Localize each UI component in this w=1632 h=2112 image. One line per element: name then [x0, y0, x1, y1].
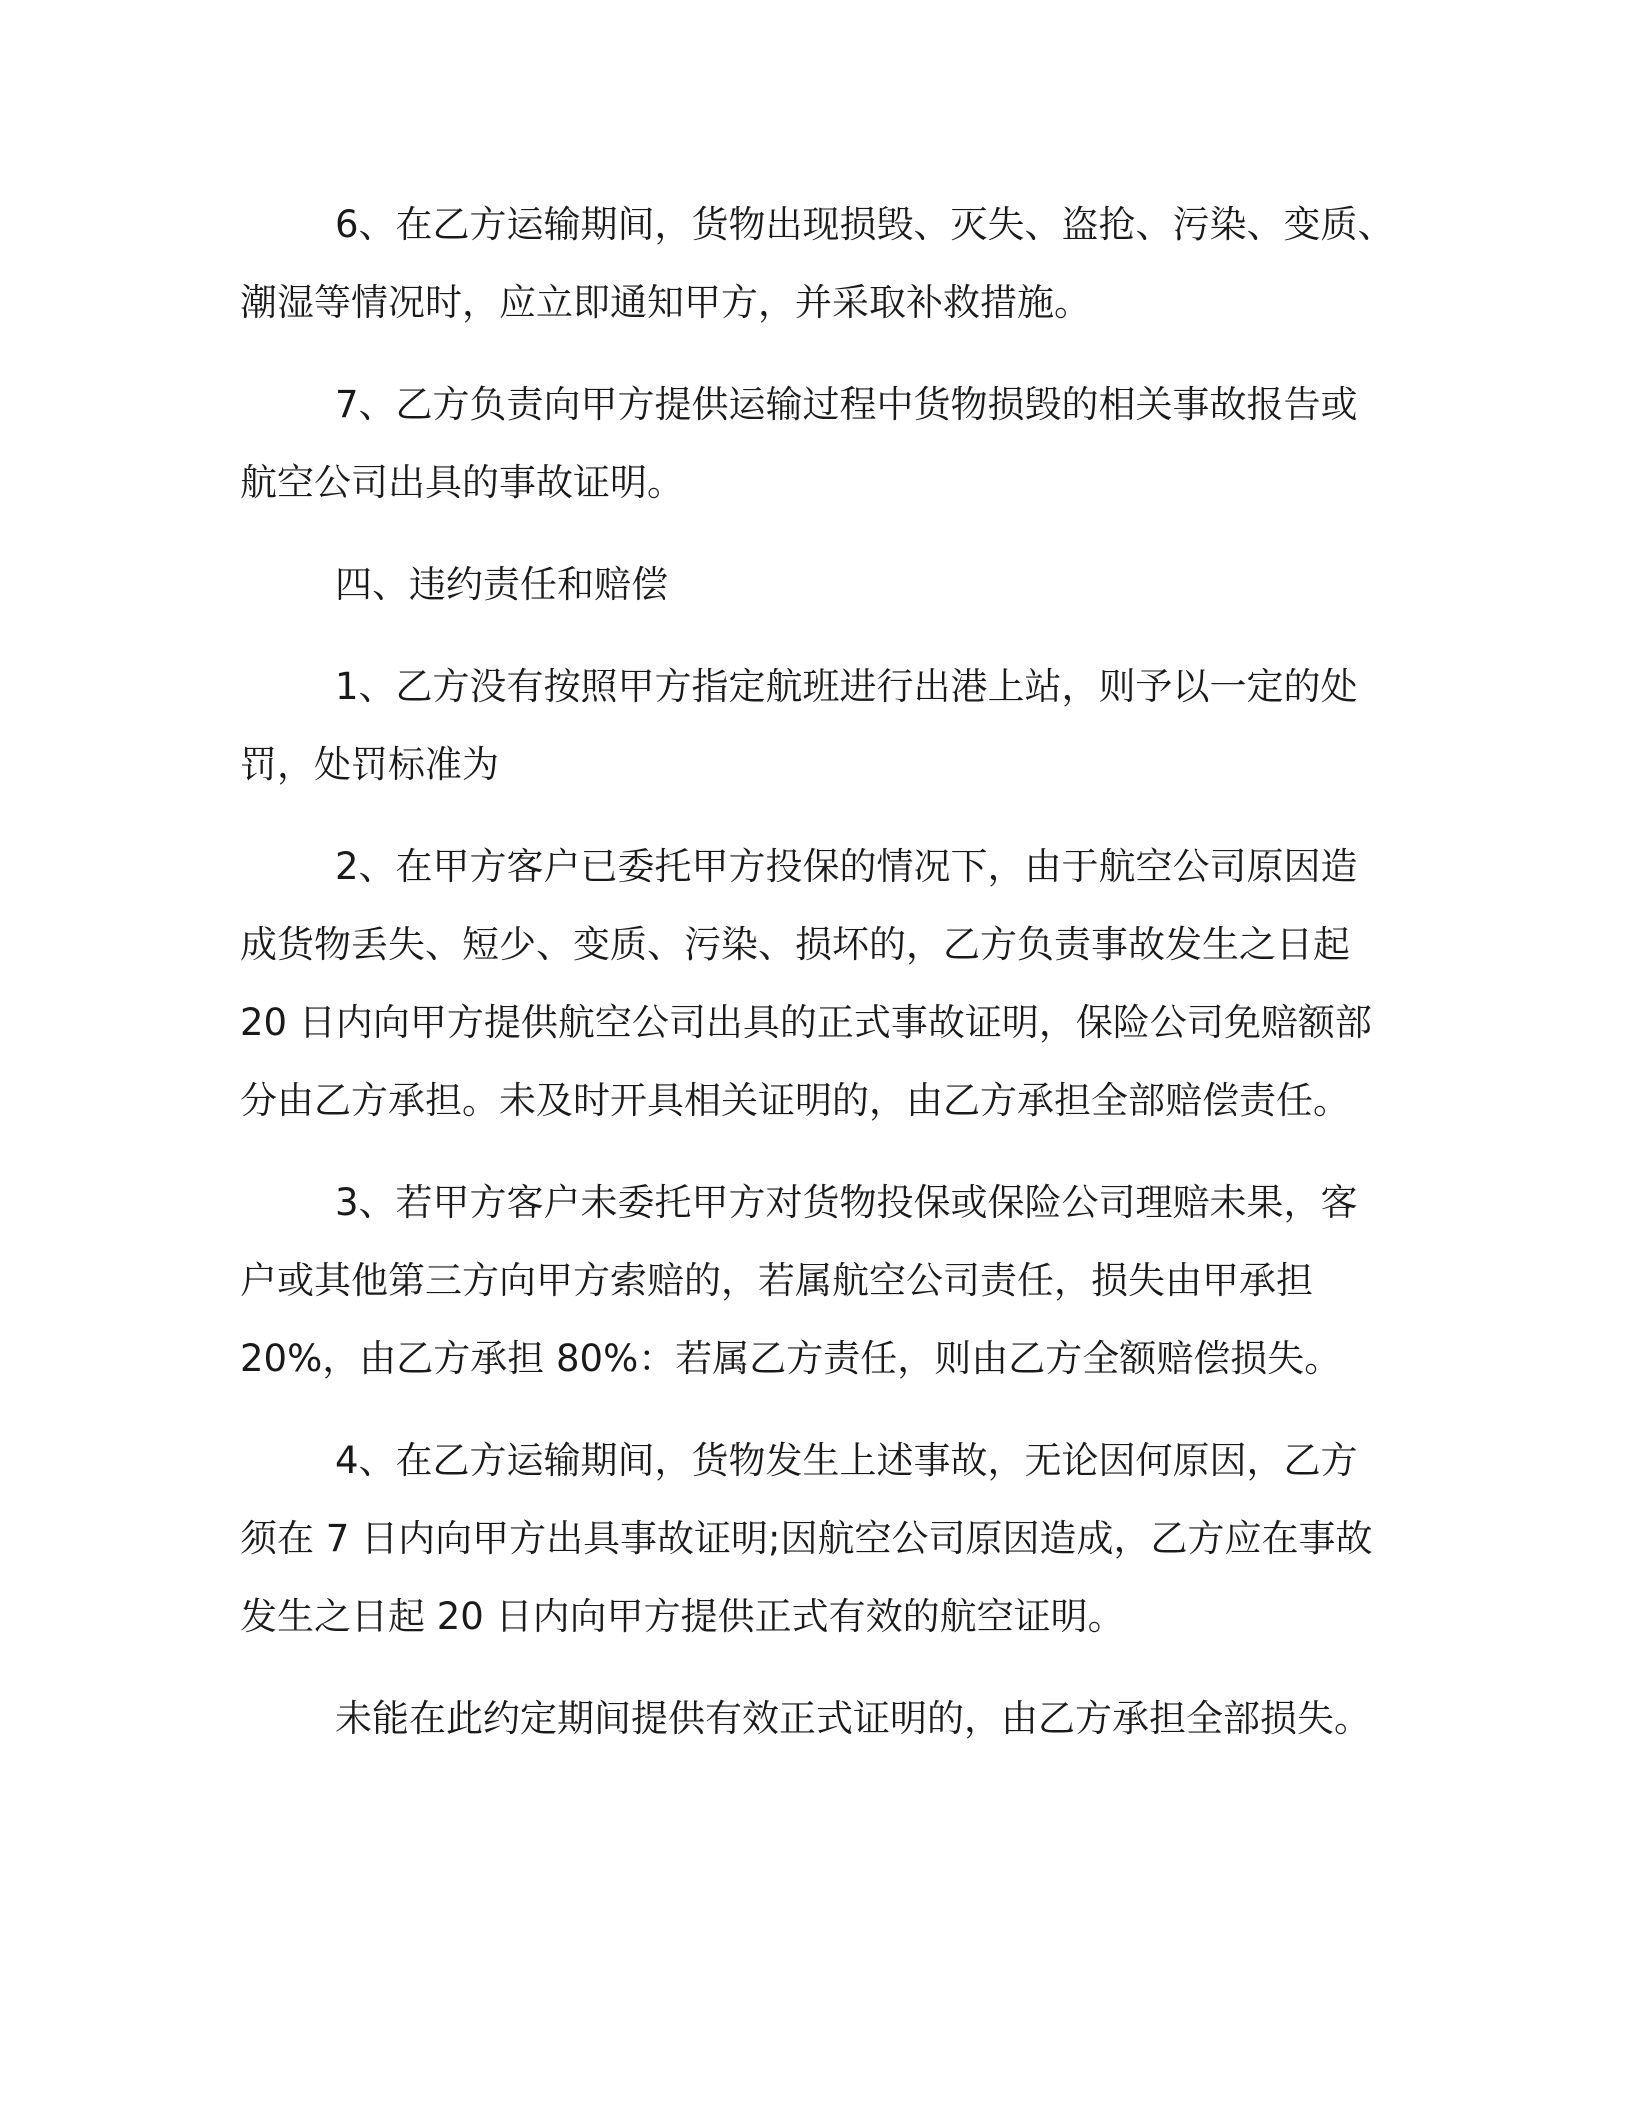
penalty-clause-2: [240, 828, 1390, 1140]
penalty-clause-1: [240, 648, 1390, 804]
text-line: 须在 7 日内向甲方出具事故证明;因航空公司原因造成，乙方应在事故: [240, 1517, 1373, 1560]
text-line: 分由乙方承担。未及时开具相关证明的，由乙方承担全部赔偿责任。: [240, 1079, 1350, 1122]
text-line: 6、在乙方运输期间，货物出现损毁、灭失、盗抢、污染、变质、: [335, 203, 1395, 246]
clause-7: [240, 366, 1390, 522]
text-line: 1、乙方没有按照甲方指定航班进行出港上站，则予以一定的处: [335, 665, 1358, 708]
text-line: 潮湿等情况时，应立即通知甲方，并采取补救措施。: [240, 281, 1091, 324]
text-line: 20%，由乙方承担 80%：若属乙方责任，则由乙方全额赔偿损失。: [240, 1337, 1342, 1380]
clause-6: [240, 186, 1395, 342]
text-line: 2、在甲方客户已委托甲方投保的情况下，由于航空公司原因造: [335, 845, 1358, 888]
closing-clause: [240, 1680, 1390, 1758]
penalty-clause-4: [240, 1422, 1390, 1656]
section-heading: [240, 546, 1390, 624]
text-line: 7、乙方负责向甲方提供运输过程中货物损毁的相关事故报告或: [335, 383, 1358, 426]
text-line: 20 日内向甲方提供航空公司出具的正式事故证明，保险公司免赔额部: [240, 1001, 1372, 1044]
text-line: 成货物丢失、短少、变质、污染、损坏的，乙方负责事故发生之日起: [240, 923, 1350, 966]
penalty-clause-3: [240, 1164, 1390, 1398]
section-title: 四、违约责任和赔偿: [335, 563, 668, 606]
text-line: 航空公司出具的事故证明。: [240, 461, 684, 504]
text-line: 罚，处罚标准为: [240, 743, 499, 786]
text-line: 发生之日起 20 日内向甲方提供正式有效的航空证明。: [240, 1595, 1125, 1638]
text-line: 户或其他第三方向甲方索赔的，若属航空公司责任，损失由甲承担: [240, 1259, 1313, 1302]
text-line: 4、在乙方运输期间，货物发生上述事故，无论因何原因，乙方: [335, 1439, 1358, 1482]
text-line: 未能在此约定期间提供有效正式证明的，由乙方承担全部损失。: [335, 1697, 1371, 1740]
document-body: [240, 186, 1395, 1782]
text-line: 3、若甲方客户未委托甲方对货物投保或保险公司理赔未果，客: [335, 1181, 1358, 1224]
